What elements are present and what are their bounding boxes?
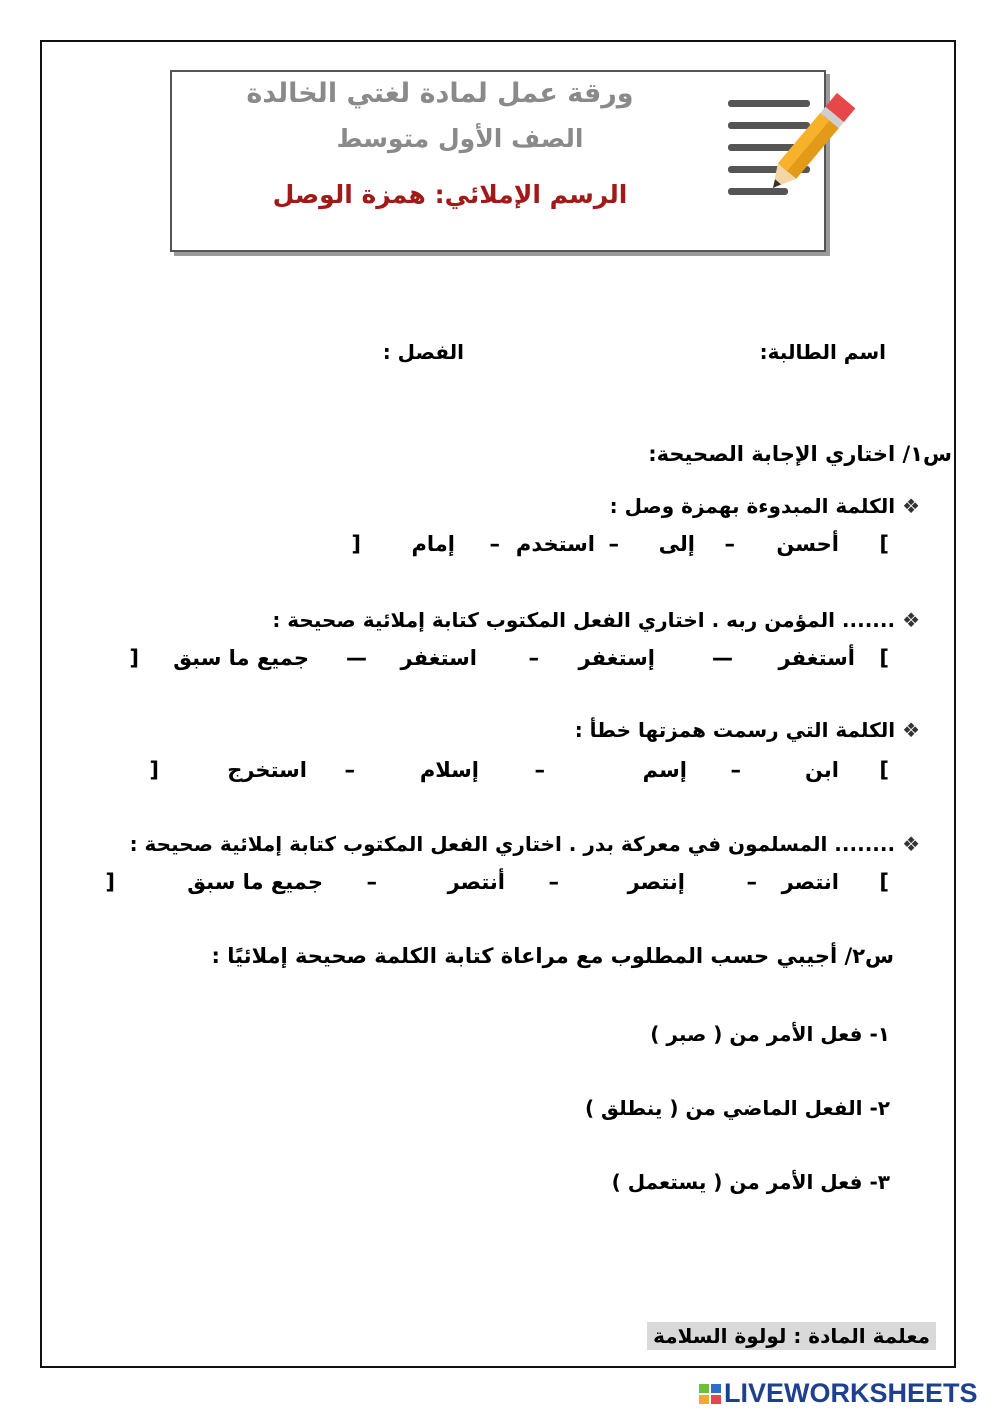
separator: – bbox=[724, 532, 735, 556]
q1-item-2-prompt: ....... المؤمن ربه . اختاري الفعل المكتوب كتابة إملائية صحيحة : bbox=[272, 608, 896, 632]
separator: – bbox=[489, 532, 500, 556]
q2-item-2: ٢- الفعل الماضي من ( ينطلق ) bbox=[584, 1096, 890, 1120]
q2-heading: س٢/ أجيبي حسب المطلوب مع مراعاة كتابة الكلمة صحيحة إملائيًا : bbox=[211, 944, 894, 968]
q1-item-3-prompt: الكلمة التي رسمت همزتها خطأ : bbox=[574, 718, 896, 742]
bracket-open: [ bbox=[879, 532, 889, 556]
option[interactable]: أحسن bbox=[776, 532, 839, 556]
q1-item-4-options bbox=[90, 870, 895, 900]
option[interactable]: إسلام bbox=[419, 758, 479, 782]
q1-item-4 bbox=[130, 832, 920, 856]
option[interactable]: إلى bbox=[658, 532, 695, 556]
separator: – bbox=[366, 870, 377, 894]
separator: – bbox=[344, 758, 355, 782]
liveworksheets-logo-icon bbox=[698, 1382, 722, 1406]
option[interactable]: إنتصر bbox=[627, 870, 685, 894]
notepad-pencil-icon bbox=[718, 78, 858, 208]
q1-item-3-options bbox=[90, 758, 895, 788]
q1-item-2 bbox=[272, 608, 920, 632]
separator: — bbox=[346, 646, 367, 670]
student-name-label: اسم الطالبة: bbox=[759, 340, 886, 364]
q1-item-3 bbox=[575, 718, 920, 742]
separator: – bbox=[608, 532, 619, 556]
q1-item-2-options bbox=[90, 646, 895, 676]
option[interactable]: ابن bbox=[805, 758, 839, 782]
q2-item-3: ٣- فعل الأمر من ( يستعمل ) bbox=[611, 1170, 890, 1194]
bracket-open: [ bbox=[879, 646, 889, 670]
separator: – bbox=[548, 870, 559, 894]
option[interactable]: انتصر bbox=[781, 870, 839, 894]
watermark: LIVEWORKSHEETS bbox=[724, 1378, 978, 1408]
separator: – bbox=[534, 758, 545, 782]
separator: — bbox=[712, 646, 733, 670]
diamond-bullet-icon: ❖ bbox=[902, 608, 920, 632]
option[interactable]: إمام bbox=[411, 532, 455, 556]
q1-item-1-options bbox=[90, 532, 895, 562]
option[interactable]: جميع ما سبق bbox=[173, 646, 309, 670]
q1-item-4-prompt: ........ المسلمون في معركة بدر . اختاري الفعل المكتوب كتابة إملائية صحيحة : bbox=[129, 832, 896, 856]
topic-label: الرسم الإملائي: همزة الوصل bbox=[272, 180, 628, 209]
option[interactable]: أستغفر bbox=[778, 646, 855, 670]
option[interactable]: استخدم bbox=[515, 532, 595, 556]
bracket-open: [ bbox=[879, 870, 889, 894]
worksheet-title: ورقة عمل لمادة لغتي الخالدة bbox=[246, 78, 634, 109]
q1-item-1-prompt: الكلمة المبدوءة بهمزة وصل : bbox=[609, 494, 896, 518]
diamond-bullet-icon: ❖ bbox=[902, 718, 920, 742]
bracket-close: ] bbox=[105, 870, 115, 894]
option[interactable]: استخرج bbox=[227, 758, 307, 782]
option[interactable]: إستغفر bbox=[578, 646, 655, 670]
diamond-bullet-icon: ❖ bbox=[902, 494, 920, 518]
bracket-close: ] bbox=[129, 646, 139, 670]
class-label: الفصل : bbox=[382, 340, 464, 364]
grade-label: الصف الأول متوسط bbox=[336, 124, 584, 153]
option[interactable]: أنتصر bbox=[447, 870, 505, 894]
teacher-name: معلمة المادة : لولوة السلامة bbox=[647, 1322, 936, 1350]
diamond-bullet-icon: ❖ bbox=[902, 832, 920, 856]
option[interactable]: استغفر bbox=[400, 646, 477, 670]
q1-item-1 bbox=[610, 494, 920, 518]
option[interactable]: جميع ما سبق bbox=[187, 870, 323, 894]
separator: – bbox=[730, 758, 741, 782]
separator: – bbox=[528, 646, 539, 670]
bracket-open: [ bbox=[879, 758, 889, 782]
separator: – bbox=[746, 870, 757, 894]
bracket-close: ] bbox=[351, 532, 361, 556]
bracket-close: ] bbox=[149, 758, 159, 782]
q2-item-1: ١- فعل الأمر من ( صبر ) bbox=[650, 1022, 890, 1046]
option[interactable]: إسم bbox=[642, 758, 687, 782]
q1-heading: س١/ اختاري الإجابة الصحيحة: bbox=[648, 442, 952, 466]
